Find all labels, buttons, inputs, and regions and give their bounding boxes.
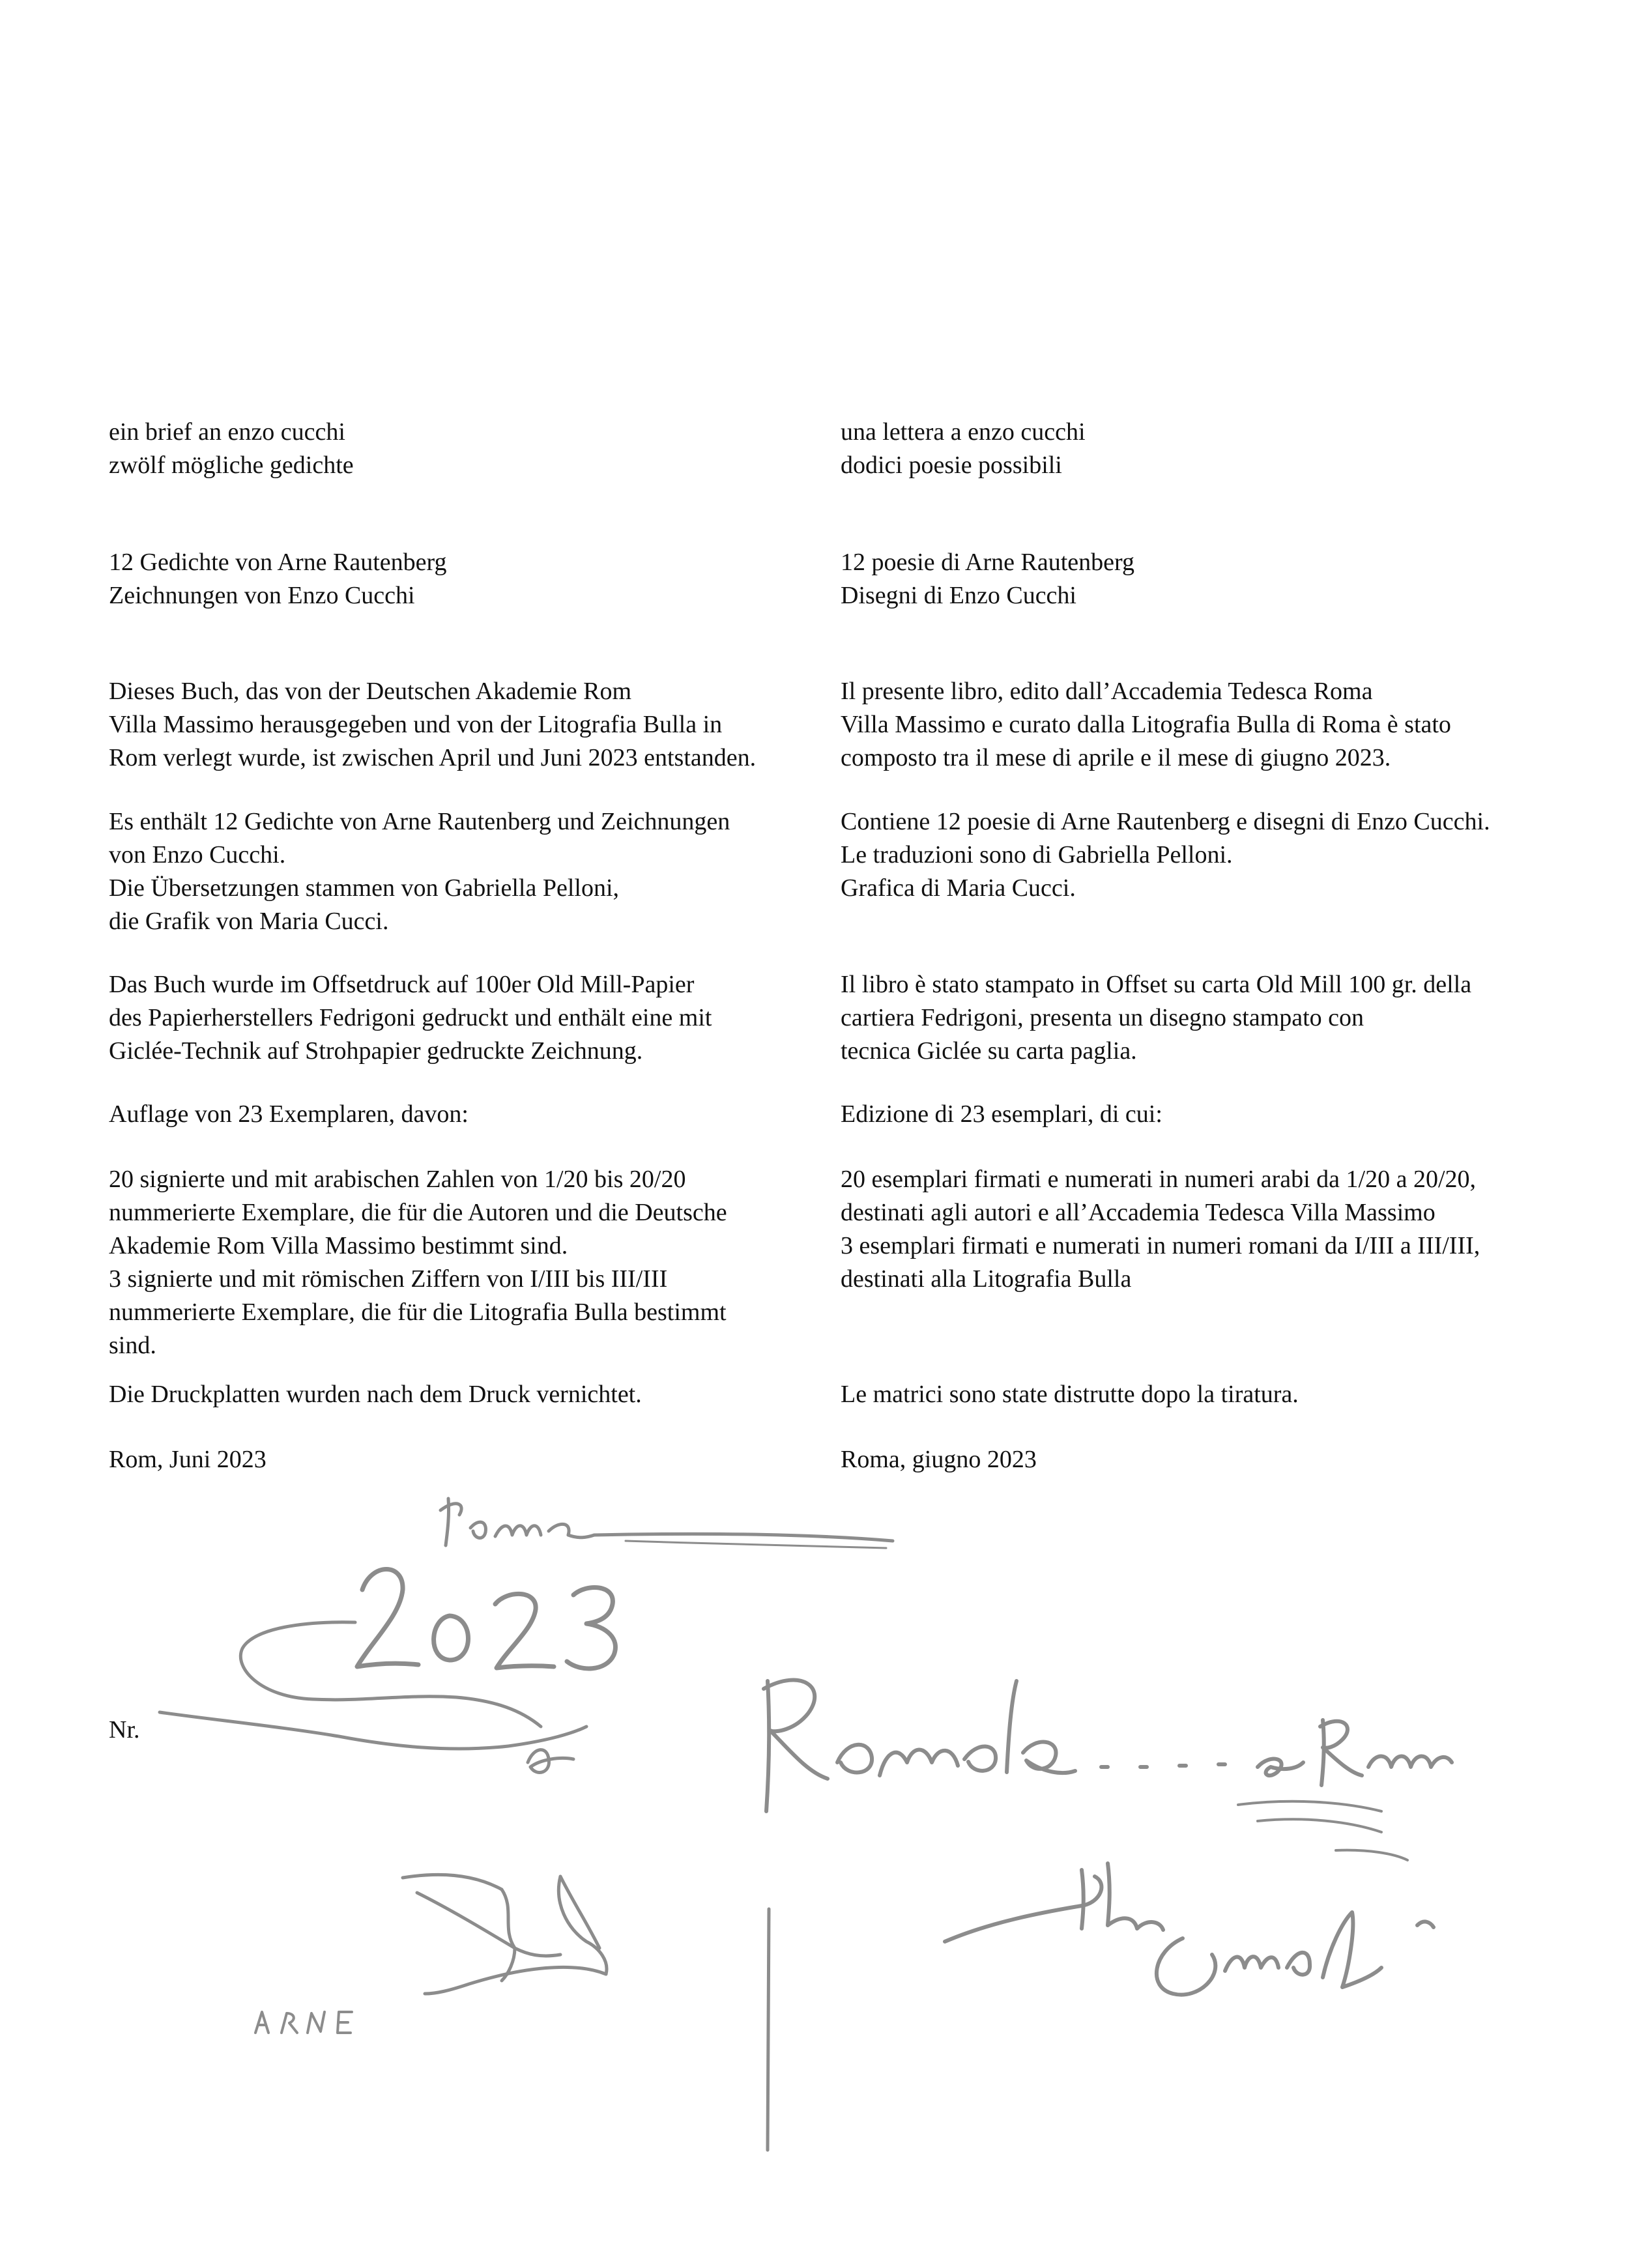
text-line: Giclée-Technik auf Strohpapier gedruckte Zeichnung. [109,1037,643,1065]
credit-line: 12 Gedichte von Arne Rautenberg [109,549,447,576]
subtitle-line: dodici poesie possibili [841,452,1062,479]
text-line: Villa Massimo herausgegeben und von der Litografia Bulla in [109,711,723,738]
credit-line: Disegni di Enzo Cucchi [841,582,1076,609]
contents-it [841,805,1590,905]
copies-it [841,1163,1590,1296]
text-line: Il presente libro, edito dall’Accademia Tedesca Roma [841,678,1373,705]
text-line: Rom verlegt wurde, ist zwischen April und Juni 2023 entstanden. [109,744,757,771]
text-line: sind. [109,1332,156,1359]
text-line: Die Übersetzungen stammen von Gabriella Pelloni, [109,874,620,902]
text-line: 20 esemplari firmati e numerati in numeri arabi da 1/20 a 20/20, [841,1166,1477,1193]
text-line: tecnica Giclée su carta paglia. [841,1037,1137,1065]
text-line: 3 signierte und mit römischen Ziffern von I/III bis III/III [109,1265,668,1293]
title-it [841,416,1590,482]
plates-de [109,1378,858,1411]
text-line: destinati agli autori e all’Accademia Tedesca Villa Massimo [841,1199,1436,1226]
text-line: Edizione di 23 esemplari, di cui: [841,1100,1162,1128]
text-line: nummerierte Exemplare, die für die Autoren und die Deutsche [109,1199,727,1226]
signature-cucchi [945,1863,1434,1995]
title-line: una lettera a enzo cucchi [841,418,1086,446]
vertical-pencil-stroke [768,1909,769,2150]
text-line: Dieses Buch, das von der Deutschen Akademie Rom [109,678,632,705]
text-line: Il libro è stato stampato in Offset su carta Old Mill 100 gr. della [841,971,1472,998]
intro-it [841,675,1590,775]
text-line: Grafica di Maria Cucci. [841,874,1076,902]
signature-arne [255,2012,352,2033]
text-line: destinati alla Litografia Bulla [841,1265,1132,1293]
printing-it [841,968,1590,1068]
text-line: die Grafik von Maria Cucci. [109,908,389,935]
edition-de [109,1098,858,1131]
text-line: Es enthält 12 Gedichte von Arne Rautenberg und Zeichnungen [109,808,730,835]
text-line: des Papierherstellers Fedrigoni gedruckt und enthält eine mit [109,1004,712,1031]
handwritten-strokes [1238,1801,1407,1860]
text-line: Auflage von 23 Exemplaren, davon: [109,1100,469,1128]
contents-de [109,805,858,938]
handwritten-year [357,1570,615,1669]
text-line: Roma, giugno 2023 [841,1446,1037,1473]
text-line: Le traduzioni sono di Gabriella Pelloni. [841,841,1233,868]
title-de [109,416,858,482]
text-line: 3 esemplari firmati e numerati in numeri romani da I/III a III/III, [841,1232,1480,1259]
intro-de [109,675,858,775]
text-line: Villa Massimo e curato dalla Litografia Bulla di Roma è stato [841,711,1451,738]
plates-it [841,1378,1590,1411]
handwritten-inscription [0,1459,1631,2176]
text-line: Die Druckplatten wurden nach dem Druck vernichtet. [109,1381,642,1408]
edition-it [841,1098,1590,1131]
title-line: ein brief an enzo cucchi [109,418,345,446]
copies-de [109,1163,858,1362]
text-line: Rom, Juni 2023 [109,1446,267,1473]
text-line: Contiene 12 poesie di Arne Rautenberg e disegni di Enzo Cucchi. [841,808,1490,835]
text-line: Akademie Rom Villa Massimo bestimmt sind. [109,1232,568,1259]
text-line: cartiera Fedrigoni, presenta un disegno stampato con [841,1004,1364,1031]
credits-de [109,546,858,612]
handwritten-romola [764,1680,1452,1811]
credit-line: Zeichnungen von Enzo Cucchi [109,582,415,609]
printing-de [109,968,858,1068]
handwritten-roma [440,1499,893,1548]
text-line: 20 signierte und mit arabischen Zahlen von 1/20 bis 20/20 [109,1166,686,1193]
text-line: von Enzo Cucchi. [109,841,286,868]
credit-line: 12 poesie di Arne Rautenberg [841,549,1134,576]
credits-it [841,546,1590,612]
subtitle-line: zwölf mögliche gedichte [109,452,354,479]
number-label: Nr. [109,1716,140,1744]
text-line: Das Buch wurde im Offsetdruck auf 100er Old Mill-Papier [109,971,695,998]
text-line: composto tra il mese di aprile e il mese di giugno 2023. [841,744,1391,771]
text-line: Le matrici sono state distrutte dopo la tiratura. [841,1381,1299,1408]
signature-arne-mark [403,1874,607,1994]
text-line: nummerierte Exemplare, die für die Litografia Bulla bestimmt [109,1299,727,1326]
